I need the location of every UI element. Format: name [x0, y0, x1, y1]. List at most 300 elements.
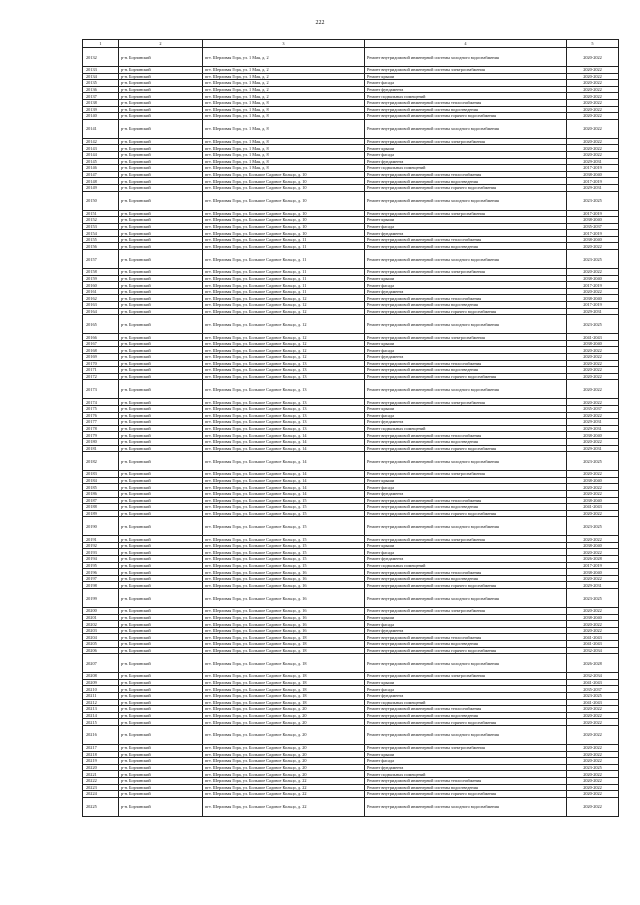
table-row [83, 758, 619, 765]
district-cell: р-н. Борзинский [119, 582, 203, 589]
table-row [83, 477, 619, 484]
district-cell: р-н. Борзинский [119, 784, 203, 791]
period-cell: 2020-2022 [567, 113, 619, 120]
district-cell: р-н. Борзинский [119, 347, 203, 354]
address-cell: пгт. Шерловая Гора, ул. Большое Садовое Кольцо, д. 11 [203, 269, 365, 276]
period-cell: 2020-2022 [567, 243, 619, 250]
address-cell: пгт. Шерловая Гора, ул. 1 Мая, д. 8 [203, 151, 365, 158]
table-body [83, 48, 619, 817]
work-type-cell: Ремонт внутридомовой инженерной системы водоотведения [365, 302, 567, 309]
row-number-cell: 20183 [83, 471, 119, 478]
period-cell: 2038-2040 [567, 275, 619, 282]
work-type-cell: Ремонт фасада [365, 549, 567, 556]
address-cell: пгт. Шерловая Гора, ул. 1 Мая, д. 8 [203, 165, 365, 172]
table-row [83, 302, 619, 309]
row-number-cell: 20194 [83, 556, 119, 563]
row-number-cell: 20144 [83, 151, 119, 158]
row-number-cell: 20172 [83, 373, 119, 380]
work-type-cell: Ремонт подвальных помещений [365, 771, 567, 778]
period-cell: 2017-2019 [567, 210, 619, 217]
work-type-cell: Ремонт внутридомовой инженерной системы водоотведения [365, 575, 567, 582]
district-cell: р-н. Борзинский [119, 113, 203, 120]
work-type-cell: Ремонт подвальных помещений [365, 699, 567, 706]
table-row [83, 405, 619, 412]
address-cell: пгт. Шерловая Гора, ул. Большое Садовое Кольцо, д. 13 [203, 380, 365, 399]
table-row [83, 438, 619, 445]
table-row [83, 269, 619, 276]
row-number-cell: 20218 [83, 751, 119, 758]
address-cell: пгт. Шерловая Гора, ул. Большое Садовое Кольцо, д. 18 [203, 692, 365, 699]
address-cell: пгт. Шерловая Гора, ул. Большое Садовое Кольцо, д. 15 [203, 517, 365, 536]
period-cell: 2020-2022 [567, 288, 619, 295]
table-row [83, 797, 619, 816]
address-cell: пгт. Шерловая Гора, ул. Большое Садовое Кольцо, д. 14 [203, 471, 365, 478]
period-cell: 2032-2034 [567, 647, 619, 654]
period-cell: 2023-2025 [567, 191, 619, 210]
row-number-cell: 20212 [83, 699, 119, 706]
work-type-cell: Ремонт внутридомовой инженерной системы горячего водоснабжения [365, 510, 567, 517]
address-cell: пгт. Шерловая Гора, ул. Большое Садовое Кольцо, д. 20 [203, 744, 365, 751]
table-row [83, 191, 619, 210]
table-row [83, 764, 619, 771]
district-cell: р-н. Борзинский [119, 419, 203, 426]
period-cell: 2038-2040 [567, 236, 619, 243]
row-number-cell: 20150 [83, 191, 119, 210]
period-cell: 2041-2043 [567, 634, 619, 641]
work-type-cell: Ремонт внутридомовой инженерной системы электроснабжения [365, 210, 567, 217]
period-cell: 2020-2022 [567, 510, 619, 517]
table-row [83, 113, 619, 120]
district-cell: р-н. Борзинский [119, 360, 203, 367]
district-cell: р-н. Борзинский [119, 138, 203, 145]
work-type-cell: Ремонт внутридомовой инженерной системы электроснабжения [365, 673, 567, 680]
address-cell: пгт. Шерловая Гора, ул. Большое Садовое Кольцо, д. 12 [203, 354, 365, 361]
table-row [83, 119, 619, 138]
row-number-cell: 20225 [83, 797, 119, 816]
row-number-cell: 20222 [83, 777, 119, 784]
district-cell: р-н. Борзинский [119, 425, 203, 432]
period-cell: 2023-2025 [567, 315, 619, 334]
period-cell: 2023-2025 [567, 452, 619, 471]
district-cell: р-н. Борзинский [119, 184, 203, 191]
table-row [83, 295, 619, 302]
address-cell: пгт. Шерловая Гора, ул. Большое Садовое Кольцо, д. 13 [203, 405, 365, 412]
address-cell: пгт. Шерловая Гора, ул. Большое Садовое Кольцо, д. 13 [203, 360, 365, 367]
period-cell: 2029-2031 [567, 445, 619, 452]
row-number-cell: 20210 [83, 686, 119, 693]
work-type-cell: Ремонт подвальных помещений [365, 425, 567, 432]
row-number-cell: 20136 [83, 86, 119, 93]
district-cell: р-н. Борзинский [119, 771, 203, 778]
table-row [83, 484, 619, 491]
period-cell: 2017-2019 [567, 230, 619, 237]
work-type-cell: Ремонт крыши [365, 275, 567, 282]
row-number-cell: 20184 [83, 477, 119, 484]
address-cell: пгт. Шерловая Гора, ул. 1 Мая, д. 8 [203, 113, 365, 120]
table-row [83, 67, 619, 74]
table-row [83, 608, 619, 615]
table-row [83, 699, 619, 706]
row-number-cell: 20149 [83, 184, 119, 191]
period-cell: 2020-2022 [567, 549, 619, 556]
period-cell: 2020-2022 [567, 80, 619, 87]
address-cell: пгт. Шерловая Гора, ул. Большое Садовое Кольцо, д. 16 [203, 608, 365, 615]
column-header: 4 [365, 40, 567, 48]
table-row [83, 93, 619, 100]
address-cell: пгт. Шерловая Гора, ул. 1 Мая, д. 2 [203, 48, 365, 67]
period-cell: 2038-2040 [567, 171, 619, 178]
period-cell: 2038-2040 [567, 542, 619, 549]
district-cell: р-н. Борзинский [119, 438, 203, 445]
district-cell: р-н. Борзинский [119, 490, 203, 497]
work-type-cell: Ремонт внутридомовой инженерной системы горячего водоснабжения [365, 373, 567, 380]
period-cell: 2020-2022 [567, 712, 619, 719]
district-cell: р-н. Борзинский [119, 686, 203, 693]
column-header: 3 [203, 40, 365, 48]
work-type-cell: Ремонт внутридомовой инженерной системы горячего водоснабжения [365, 791, 567, 798]
work-type-cell: Ремонт внутридомовой инженерной системы теплоснабжения [365, 99, 567, 106]
table-row [83, 634, 619, 641]
work-type-cell: Ремонт внутридомовой инженерной системы теплоснабжения [365, 360, 567, 367]
work-type-cell: Ремонт внутридомовой инженерной системы электроснабжения [365, 399, 567, 406]
row-number-cell: 20175 [83, 405, 119, 412]
period-cell: 2020-2022 [567, 438, 619, 445]
work-type-cell: Ремонт крыши [365, 340, 567, 347]
work-type-cell: Ремонт внутридомовой инженерной системы горячего водоснабжения [365, 184, 567, 191]
table-row [83, 99, 619, 106]
work-type-cell: Ремонт внутридомовой инженерной системы водоотведения [365, 641, 567, 648]
row-number-cell: 20191 [83, 536, 119, 543]
table-row [83, 712, 619, 719]
period-cell: 2017-2019 [567, 165, 619, 172]
district-cell: р-н. Борзинский [119, 627, 203, 634]
table-row [83, 582, 619, 589]
row-number-cell: 20186 [83, 490, 119, 497]
address-cell: пгт. Шерловая Гора, ул. 1 Мая, д. 8 [203, 145, 365, 152]
work-type-cell: Ремонт крыши [365, 217, 567, 224]
period-cell: 2041-2043 [567, 679, 619, 686]
district-cell: р-н. Борзинский [119, 517, 203, 536]
table-row [83, 367, 619, 374]
district-cell: р-н. Борзинский [119, 647, 203, 654]
table-row [83, 360, 619, 367]
table-row [83, 471, 619, 478]
address-cell: пгт. Шерловая Гора, ул. Большое Садовое Кольцо, д. 16 [203, 621, 365, 628]
work-type-cell: Ремонт фасада [365, 412, 567, 419]
row-number-cell: 20154 [83, 230, 119, 237]
row-number-cell: 20219 [83, 758, 119, 765]
period-cell: 2020-2022 [567, 725, 619, 744]
table-row [83, 692, 619, 699]
row-number-cell: 20158 [83, 269, 119, 276]
period-cell: 2020-2022 [567, 784, 619, 791]
table-header [83, 40, 619, 48]
row-number-cell: 20145 [83, 158, 119, 165]
period-cell: 2020-2022 [567, 106, 619, 113]
work-schedule-table [82, 39, 619, 817]
district-cell: р-н. Борзинский [119, 542, 203, 549]
district-cell: р-н. Борзинский [119, 210, 203, 217]
district-cell: р-н. Борзинский [119, 634, 203, 641]
address-cell: пгт. Шерловая Гора, ул. Большое Садовое Кольцо, д. 12 [203, 295, 365, 302]
row-number-cell: 20201 [83, 614, 119, 621]
period-cell: 2020-2022 [567, 608, 619, 615]
row-number-cell: 20176 [83, 412, 119, 419]
period-cell: 2038-2040 [567, 340, 619, 347]
district-cell: р-н. Борзинский [119, 275, 203, 282]
address-cell: пгт. Шерловая Гора, ул. Большое Садовое Кольцо, д. 14 [203, 445, 365, 452]
row-number-cell: 20167 [83, 340, 119, 347]
address-cell: пгт. Шерловая Гора, ул. Большое Садовое Кольцо, д. 14 [203, 438, 365, 445]
address-cell: пгт. Шерловая Гора, ул. Большое Садовое Кольцо, д. 12 [203, 302, 365, 309]
row-number-cell: 20188 [83, 504, 119, 511]
row-number-cell: 20135 [83, 80, 119, 87]
work-type-cell: Ремонт фундамента [365, 288, 567, 295]
district-cell: р-н. Борзинский [119, 99, 203, 106]
address-cell: пгт. Шерловая Гора, ул. 1 Мая, д. 2 [203, 86, 365, 93]
row-number-cell: 20139 [83, 106, 119, 113]
district-cell: р-н. Борзинский [119, 288, 203, 295]
row-number-cell: 20159 [83, 275, 119, 282]
address-cell: пгт. Шерловая Гора, ул. Большое Садовое Кольцо, д. 12 [203, 315, 365, 334]
work-type-cell: Ремонт подвальных помещений [365, 165, 567, 172]
table-row [83, 178, 619, 185]
period-cell: 2038-2040 [567, 432, 619, 439]
address-cell: пгт. Шерловая Гора, ул. Большое Садовое Кольцо, д. 13 [203, 425, 365, 432]
work-type-cell: Ремонт внутридомовой инженерной системы холодного водоснабжения [365, 797, 567, 816]
address-cell: пгт. Шерловая Гора, ул. Большое Садовое Кольцо, д. 18 [203, 647, 365, 654]
table-row [83, 145, 619, 152]
period-cell: 2038-2040 [567, 295, 619, 302]
district-cell: р-н. Борзинский [119, 269, 203, 276]
row-number-cell: 20202 [83, 621, 119, 628]
work-type-cell: Ремонт крыши [365, 542, 567, 549]
work-type-cell: Ремонт внутридомовой инженерной системы горячего водоснабжения [365, 445, 567, 452]
work-type-cell: Ремонт фундамента [365, 490, 567, 497]
district-cell: р-н. Борзинский [119, 178, 203, 185]
work-type-cell: Ремонт крыши [365, 477, 567, 484]
work-type-cell: Ремонт внутридомовой инженерной системы теплоснабжения [365, 497, 567, 504]
work-type-cell: Ремонт внутридомовой инженерной системы горячего водоснабжения [365, 308, 567, 315]
period-cell: 2038-2040 [567, 497, 619, 504]
table-row [83, 504, 619, 511]
table-row [83, 673, 619, 680]
address-cell: пгт. Шерловая Гора, ул. Большое Садовое Кольцо, д. 14 [203, 432, 365, 439]
period-cell: 2020-2022 [567, 751, 619, 758]
period-cell: 2023-2025 [567, 517, 619, 536]
table-row [83, 686, 619, 693]
district-cell: р-н. Борзинский [119, 151, 203, 158]
work-type-cell: Ремонт подвальных помещений [365, 562, 567, 569]
row-number-cell: 20165 [83, 315, 119, 334]
row-number-cell: 20170 [83, 360, 119, 367]
row-number-cell: 20190 [83, 517, 119, 536]
work-type-cell: Ремонт внутридомовой инженерной системы теплоснабжения [365, 569, 567, 576]
district-cell: р-н. Борзинский [119, 191, 203, 210]
district-cell: р-н. Борзинский [119, 497, 203, 504]
row-number-cell: 20178 [83, 425, 119, 432]
address-cell: пгт. Шерловая Гора, ул. Большое Садовое Кольцо, д. 11 [203, 243, 365, 250]
district-cell: р-н. Борзинский [119, 171, 203, 178]
row-number-cell: 20209 [83, 679, 119, 686]
period-cell: 2020-2022 [567, 399, 619, 406]
row-number-cell: 20223 [83, 784, 119, 791]
row-number-cell: 20151 [83, 210, 119, 217]
district-cell: р-н. Борзинский [119, 67, 203, 74]
district-cell: р-н. Борзинский [119, 48, 203, 67]
table-row [83, 751, 619, 758]
period-cell: 2029-2031 [567, 308, 619, 315]
district-cell: р-н. Борзинский [119, 86, 203, 93]
address-cell: пгт. Шерловая Гора, ул. Большое Садовое Кольцо, д. 14 [203, 484, 365, 491]
table-row [83, 138, 619, 145]
table-row [83, 165, 619, 172]
table-row [83, 575, 619, 582]
work-type-cell: Ремонт внутридомовой инженерной системы электроснабжения [365, 471, 567, 478]
period-cell: 2020-2022 [567, 791, 619, 798]
table-row [83, 791, 619, 798]
table-row [83, 569, 619, 576]
table-row [83, 334, 619, 341]
period-cell: 2020-2022 [567, 380, 619, 399]
address-cell: пгт. Шерловая Гора, ул. Большое Садовое Кольцо, д. 15 [203, 556, 365, 563]
row-number-cell: 20197 [83, 575, 119, 582]
table-row [83, 86, 619, 93]
period-cell: 2020-2022 [567, 490, 619, 497]
row-number-cell: 20214 [83, 712, 119, 719]
work-type-cell: Ремонт внутридомовой инженерной системы электроснабжения [365, 536, 567, 543]
row-number-cell: 20133 [83, 67, 119, 74]
table-row [83, 282, 619, 289]
table-row [83, 744, 619, 751]
period-cell: 2020-2022 [567, 151, 619, 158]
table-row [83, 380, 619, 399]
work-type-cell: Ремонт внутридомовой инженерной системы холодного водоснабжения [365, 48, 567, 67]
district-cell: р-н. Борзинский [119, 230, 203, 237]
table-row [83, 340, 619, 347]
table-row [83, 412, 619, 419]
table-row [83, 562, 619, 569]
address-cell: пгт. Шерловая Гора, ул. Большое Садовое Кольцо, д. 16 [203, 582, 365, 589]
row-number-cell: 20180 [83, 438, 119, 445]
period-cell: 2017-2019 [567, 302, 619, 309]
district-cell: р-н. Борзинский [119, 445, 203, 452]
address-cell: пгт. Шерловая Гора, ул. Большое Садовое Кольцо, д. 12 [203, 334, 365, 341]
row-number-cell: 20142 [83, 138, 119, 145]
address-cell: пгт. Шерловая Гора, ул. Большое Садовое Кольцо, д. 14 [203, 490, 365, 497]
row-number-cell: 20182 [83, 452, 119, 471]
period-cell: 2029-2031 [567, 184, 619, 191]
district-cell: р-н. Борзинский [119, 80, 203, 87]
district-cell: р-н. Борзинский [119, 751, 203, 758]
row-number-cell: 20205 [83, 641, 119, 648]
work-type-cell: Ремонт внутридомовой инженерной системы электроснабжения [365, 67, 567, 74]
work-type-cell: Ремонт внутридомовой инженерной системы водоотведения [365, 106, 567, 113]
table-row [83, 184, 619, 191]
address-cell: пгт. Шерловая Гора, ул. Большое Садовое Кольцо, д. 11 [203, 250, 365, 269]
work-type-cell: Ремонт внутридомовой инженерной системы водоотведения [365, 367, 567, 374]
work-type-cell: Ремонт внутридомовой инженерной системы теплоснабжения [365, 432, 567, 439]
row-number-cell: 20206 [83, 647, 119, 654]
row-number-cell: 20148 [83, 178, 119, 185]
row-number-cell: 20199 [83, 589, 119, 608]
table-row [83, 419, 619, 426]
work-type-cell: Ремонт фундамента [365, 627, 567, 634]
period-cell: 2023-2025 [567, 692, 619, 699]
table-row [83, 654, 619, 673]
address-cell: пгт. Шерловая Гора, ул. 1 Мая, д. 8 [203, 99, 365, 106]
work-type-cell: Ремонт внутридомовой инженерной системы водоотведения [365, 504, 567, 511]
table-row [83, 589, 619, 608]
district-cell: р-н. Борзинский [119, 477, 203, 484]
district-cell: р-н. Борзинский [119, 692, 203, 699]
district-cell: р-н. Борзинский [119, 165, 203, 172]
work-type-cell: Ремонт подвальных помещений [365, 93, 567, 100]
work-type-cell: Ремонт фасада [365, 758, 567, 765]
address-cell: пгт. Шерловая Гора, ул. Большое Садовое Кольцо, д. 10 [203, 191, 365, 210]
table-row [83, 542, 619, 549]
work-type-cell: Ремонт внутридомовой инженерной системы холодного водоснабжения [365, 380, 567, 399]
work-type-cell: Ремонт внутридомовой инженерной системы электроснабжения [365, 138, 567, 145]
row-number-cell: 20203 [83, 627, 119, 634]
period-cell: 2041-2043 [567, 641, 619, 648]
row-number-cell: 20174 [83, 399, 119, 406]
table-row [83, 614, 619, 621]
table-row [83, 230, 619, 237]
row-number-cell: 20213 [83, 706, 119, 713]
address-cell: пгт. Шерловая Гора, ул. 1 Мая, д. 8 [203, 106, 365, 113]
work-type-cell: Ремонт фасада [365, 223, 567, 230]
district-cell: р-н. Борзинский [119, 536, 203, 543]
address-cell: пгт. Шерловая Гора, ул. Большое Садовое Кольцо, д. 22 [203, 797, 365, 816]
row-number-cell: 20189 [83, 510, 119, 517]
district-cell: р-н. Борзинский [119, 243, 203, 250]
period-cell: 2020-2022 [567, 119, 619, 138]
district-cell: р-н. Борзинский [119, 302, 203, 309]
row-number-cell: 20204 [83, 634, 119, 641]
district-cell: р-н. Борзинский [119, 93, 203, 100]
header-row [83, 40, 619, 48]
work-type-cell: Ремонт фундамента [365, 419, 567, 426]
address-cell: пгт. Шерловая Гора, ул. 1 Мая, д. 2 [203, 73, 365, 80]
work-type-cell: Ремонт внутридомовой инженерной системы теплоснабжения [365, 236, 567, 243]
row-number-cell: 20196 [83, 569, 119, 576]
table-row [83, 80, 619, 87]
period-cell: 2038-2040 [567, 614, 619, 621]
district-cell: р-н. Борзинский [119, 236, 203, 243]
district-cell: р-н. Борзинский [119, 673, 203, 680]
table-row [83, 354, 619, 361]
address-cell: пгт. Шерловая Гора, ул. Большое Садовое Кольцо, д. 11 [203, 236, 365, 243]
district-cell: р-н. Борзинский [119, 699, 203, 706]
period-cell: 2020-2022 [567, 367, 619, 374]
work-type-cell: Ремонт крыши [365, 405, 567, 412]
address-cell: пгт. Шерловая Гора, ул. Большое Садовое Кольцо, д. 10 [203, 230, 365, 237]
row-number-cell: 20193 [83, 549, 119, 556]
work-type-cell: Ремонт фундамента [365, 86, 567, 93]
district-cell: р-н. Борзинский [119, 679, 203, 686]
district-cell: р-н. Борзинский [119, 412, 203, 419]
district-cell: р-н. Борзинский [119, 452, 203, 471]
row-number-cell: 20152 [83, 217, 119, 224]
row-number-cell: 20138 [83, 99, 119, 106]
table-row [83, 158, 619, 165]
period-cell: 2038-2040 [567, 569, 619, 576]
period-cell: 2029-2031 [567, 158, 619, 165]
period-cell: 2041-2043 [567, 699, 619, 706]
table-row [83, 556, 619, 563]
district-cell: р-н. Борзинский [119, 758, 203, 765]
